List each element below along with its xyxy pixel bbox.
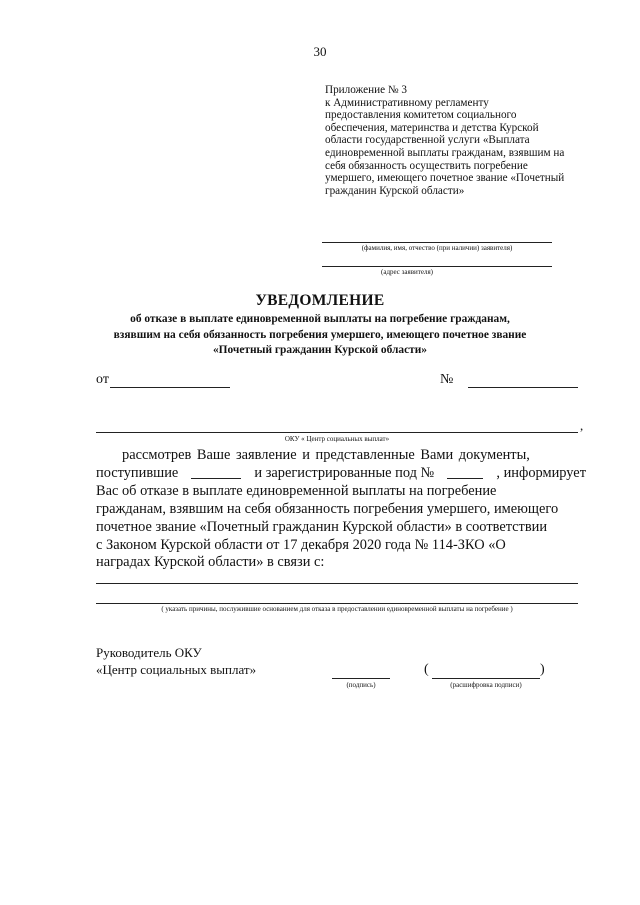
applicant-address-caption: (адрес заявителя)	[381, 268, 433, 276]
date-field-line[interactable]	[110, 387, 230, 388]
body-line: наградах Курской области» в связи с:	[96, 554, 325, 571]
document-subtitle	[60, 312, 580, 359]
subtitle-line: об отказе в выплате единовременной выплаты на погребение гражданам,	[130, 313, 510, 325]
body-line: поступившие и зарегистрированные под № , информирует	[96, 464, 586, 481]
signature-caption: (подпись)	[346, 681, 376, 689]
appendix-line: к Административному регламенту	[325, 96, 489, 109]
subtitle-line: взявшим на себя обязанность погребения умершего, имеющего почетное звание	[113, 328, 527, 341]
reason-line-2[interactable]	[96, 603, 578, 604]
appendix-line: Приложение № 3	[325, 84, 407, 96]
organization-line-comma: ,	[580, 418, 584, 433]
applicant-name-caption: (фамилия, имя, отчество (при наличии) заявителя)	[361, 244, 513, 252]
body-line: Вас об отказе в выплате единовременной выплаты на погребение	[96, 482, 497, 499]
subtitle-line: «Почетный гражданин Курской области»	[212, 344, 428, 356]
signature-decode-caption: (расшифровка подписи)	[450, 681, 522, 689]
received-date-field[interactable]	[191, 465, 241, 479]
appendix-line: обеспечения, материнства и детства Курской	[325, 121, 539, 134]
number-field-line[interactable]	[468, 387, 578, 388]
body-line: рассмотрев Ваше заявление и представленные Вами документы,	[122, 447, 530, 463]
appendix-block	[325, 84, 595, 197]
registration-number-field[interactable]	[447, 465, 483, 479]
appendix-line: умершего, имеющего почетное звание «Почетный	[325, 172, 565, 185]
appendix-line: единовременной выплаты гражданам, взявшим на	[325, 146, 565, 159]
from-label: от	[96, 372, 109, 387]
decode-close-paren: )	[540, 662, 545, 677]
organization-line[interactable]	[96, 432, 578, 433]
organization-caption: ОКУ « Центр социальных выплат»	[284, 435, 390, 443]
decode-open-paren: (	[424, 662, 429, 677]
reason-caption: ( указать причины, послужившие основанием для отказа в предоставлении единовременной выплаты на погребение )	[161, 605, 513, 613]
applicant-name-line[interactable]	[322, 242, 552, 243]
appendix-line: себя обязанность осуществить погребение	[325, 159, 528, 172]
signature-decode-line[interactable]	[432, 678, 540, 679]
signatory-org-line: «Центр социальных выплат»	[96, 661, 257, 677]
document-title: УВЕДОМЛЕНИЕ	[255, 292, 385, 309]
applicant-address-line[interactable]	[322, 266, 552, 267]
appendix-line: области государственной услуги «Выплата	[325, 134, 530, 147]
body-line: почетное звание «Почетный гражданин Курской области» в соответствии	[96, 518, 548, 535]
appendix-line: гражданин Курской области»	[325, 184, 465, 197]
reason-line-1[interactable]	[96, 583, 578, 584]
body-paragraph	[96, 447, 586, 572]
appendix-line: предоставления комитетом социального	[325, 109, 517, 122]
number-label: №	[440, 372, 454, 387]
signature-field-line[interactable]	[332, 678, 390, 679]
signature-block	[96, 645, 256, 678]
body-line: с Законом Курской области от 17 декабря 2020 года № 114-ЗКО «О	[96, 536, 506, 553]
body-line: гражданам, взявшим на себя обязанность погребения умершего, имеющего	[96, 500, 559, 517]
page-number: 30	[313, 44, 327, 59]
signatory-title-line: Руководитель ОКУ	[96, 645, 202, 660]
